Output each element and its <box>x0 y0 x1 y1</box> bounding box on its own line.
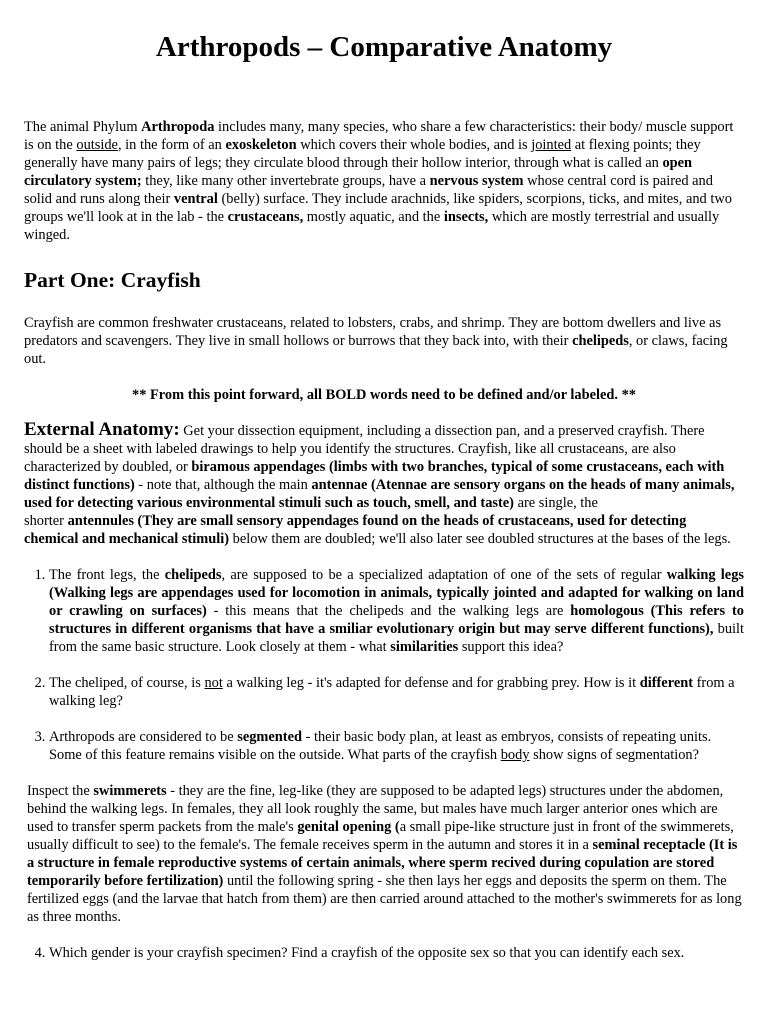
question-list-1 <box>24 566 744 764</box>
list-item: 1. The front legs, the chelipeds, are supposed to be a specialized adaptation of one of the sets of regular walking legs (Walking legs are appendages used for locomotion in animals, typically jointed and adapted for walking on land or crawling on surfaces) - this means that the chelipeds and the walking legs are homologous (This refers to structures in different organisms that have a smiliar evolutionary origin but may serve different functions), built from the same basic structure. Look closely at them - what similarities support this idea? <box>49 566 744 656</box>
external-anatomy-heading: External Anatomy: <box>24 419 180 440</box>
list-item: 3. Arthropods are considered to be segmented - their basic body plan, at least as embryos, consists of repeating units. Some of this feature remains visible on the outside. What parts of the crayfish body show signs of segmentation? <box>49 728 744 764</box>
external-anatomy-paragraph: External Anatomy: Get your dissection equipment, including a dissection pan, and a preserved crayfish. There should be a sheet with labeled drawings to help you identify the structures. Crayfish, like all crustaceans, are also characterized by doubled, or biramous appendages (limbs with two branches, typical of some crustaceans, each with distinct functions) - note that, although the main antennae (Atennae are sensory organs on the heads of many animals, used for detecting various environmental stimuli such as touch, smell, and taste) are single, the shorter antennules (They are small sensory appendages found on the heads of crustaceans, used for detecting chemical and mechanical stimuli) below them are doubled; we'll also later see doubled structures at the bases of the legs. <box>24 419 735 547</box>
crayfish-intro-paragraph: Crayfish are common freshwater crustaceans, related to lobsters, crabs, and shrimp. They are bottom dwellers and live as predators and scavengers. They live in small hollows or burrows that they back into, with their chelipeds, or claws, facing out. <box>24 315 728 367</box>
bold-words-note: ** From this point forward, all BOLD words need to be defined and/or labeled. ** <box>132 387 636 403</box>
page-title: Arthropods – Comparative Anatomy <box>155 31 613 63</box>
intro-paragraph: The animal Phylum Arthropoda includes many, many species, who share a few characteristics: their body/ muscle support is on the outside, in the form of an exoskeleton which covers their whole bodies, and is jointed at flexing points; they generally have many pairs of legs; they circulate blood through their hollow interior, through what is called an open circulatory system; they, like many other invertebrate groups, have a nervous system whose central cord is paired and solid and runs along their ventral (belly) surface. They include arachnids, like spiders, scorpions, ticks, and mites, and two groups we'll look at in the lab - the crustaceans, mostly aquatic, and the insects, which are mostly terrestrial and usually winged. <box>24 119 734 243</box>
list-item: 2. The cheliped, of course, is not a walking leg - it's adapted for defense and for grabbing prey. How is it different from a walking leg? <box>49 674 744 710</box>
swimmerets-paragraph: Inspect the swimmerets - they are the fine, leg-like (they are supposed to be adapted legs) structures under the abdomen, behind the walking legs. In females, they all look roughly the same, but males have much larger anterior ones which are used to transfer sperm packets from the male's genital opening (a small pipe-like structure just in front of the swimmerets, usually difficult to see) to the female's. The female receives sperm in the autumn and stores it in a seminal receptacle (It is a structure in female reproductive systems of certain animals, where sperm recived during copulation are stored temporarily before fertilization) until the following spring - she then lays her eggs and deposits the sperm on them. The fertilized eggs (and the larvae that hatch from them) are then carried around attached to the mother's swimmerets for as long as three months. <box>27 783 742 925</box>
question-list-2 <box>24 944 744 962</box>
part-one-heading: Part One: Crayfish <box>24 268 201 292</box>
list-item: 4. Which gender is your crayfish specimen? Find a crayfish of the opposite sex so that you can identify each sex. <box>49 944 744 962</box>
